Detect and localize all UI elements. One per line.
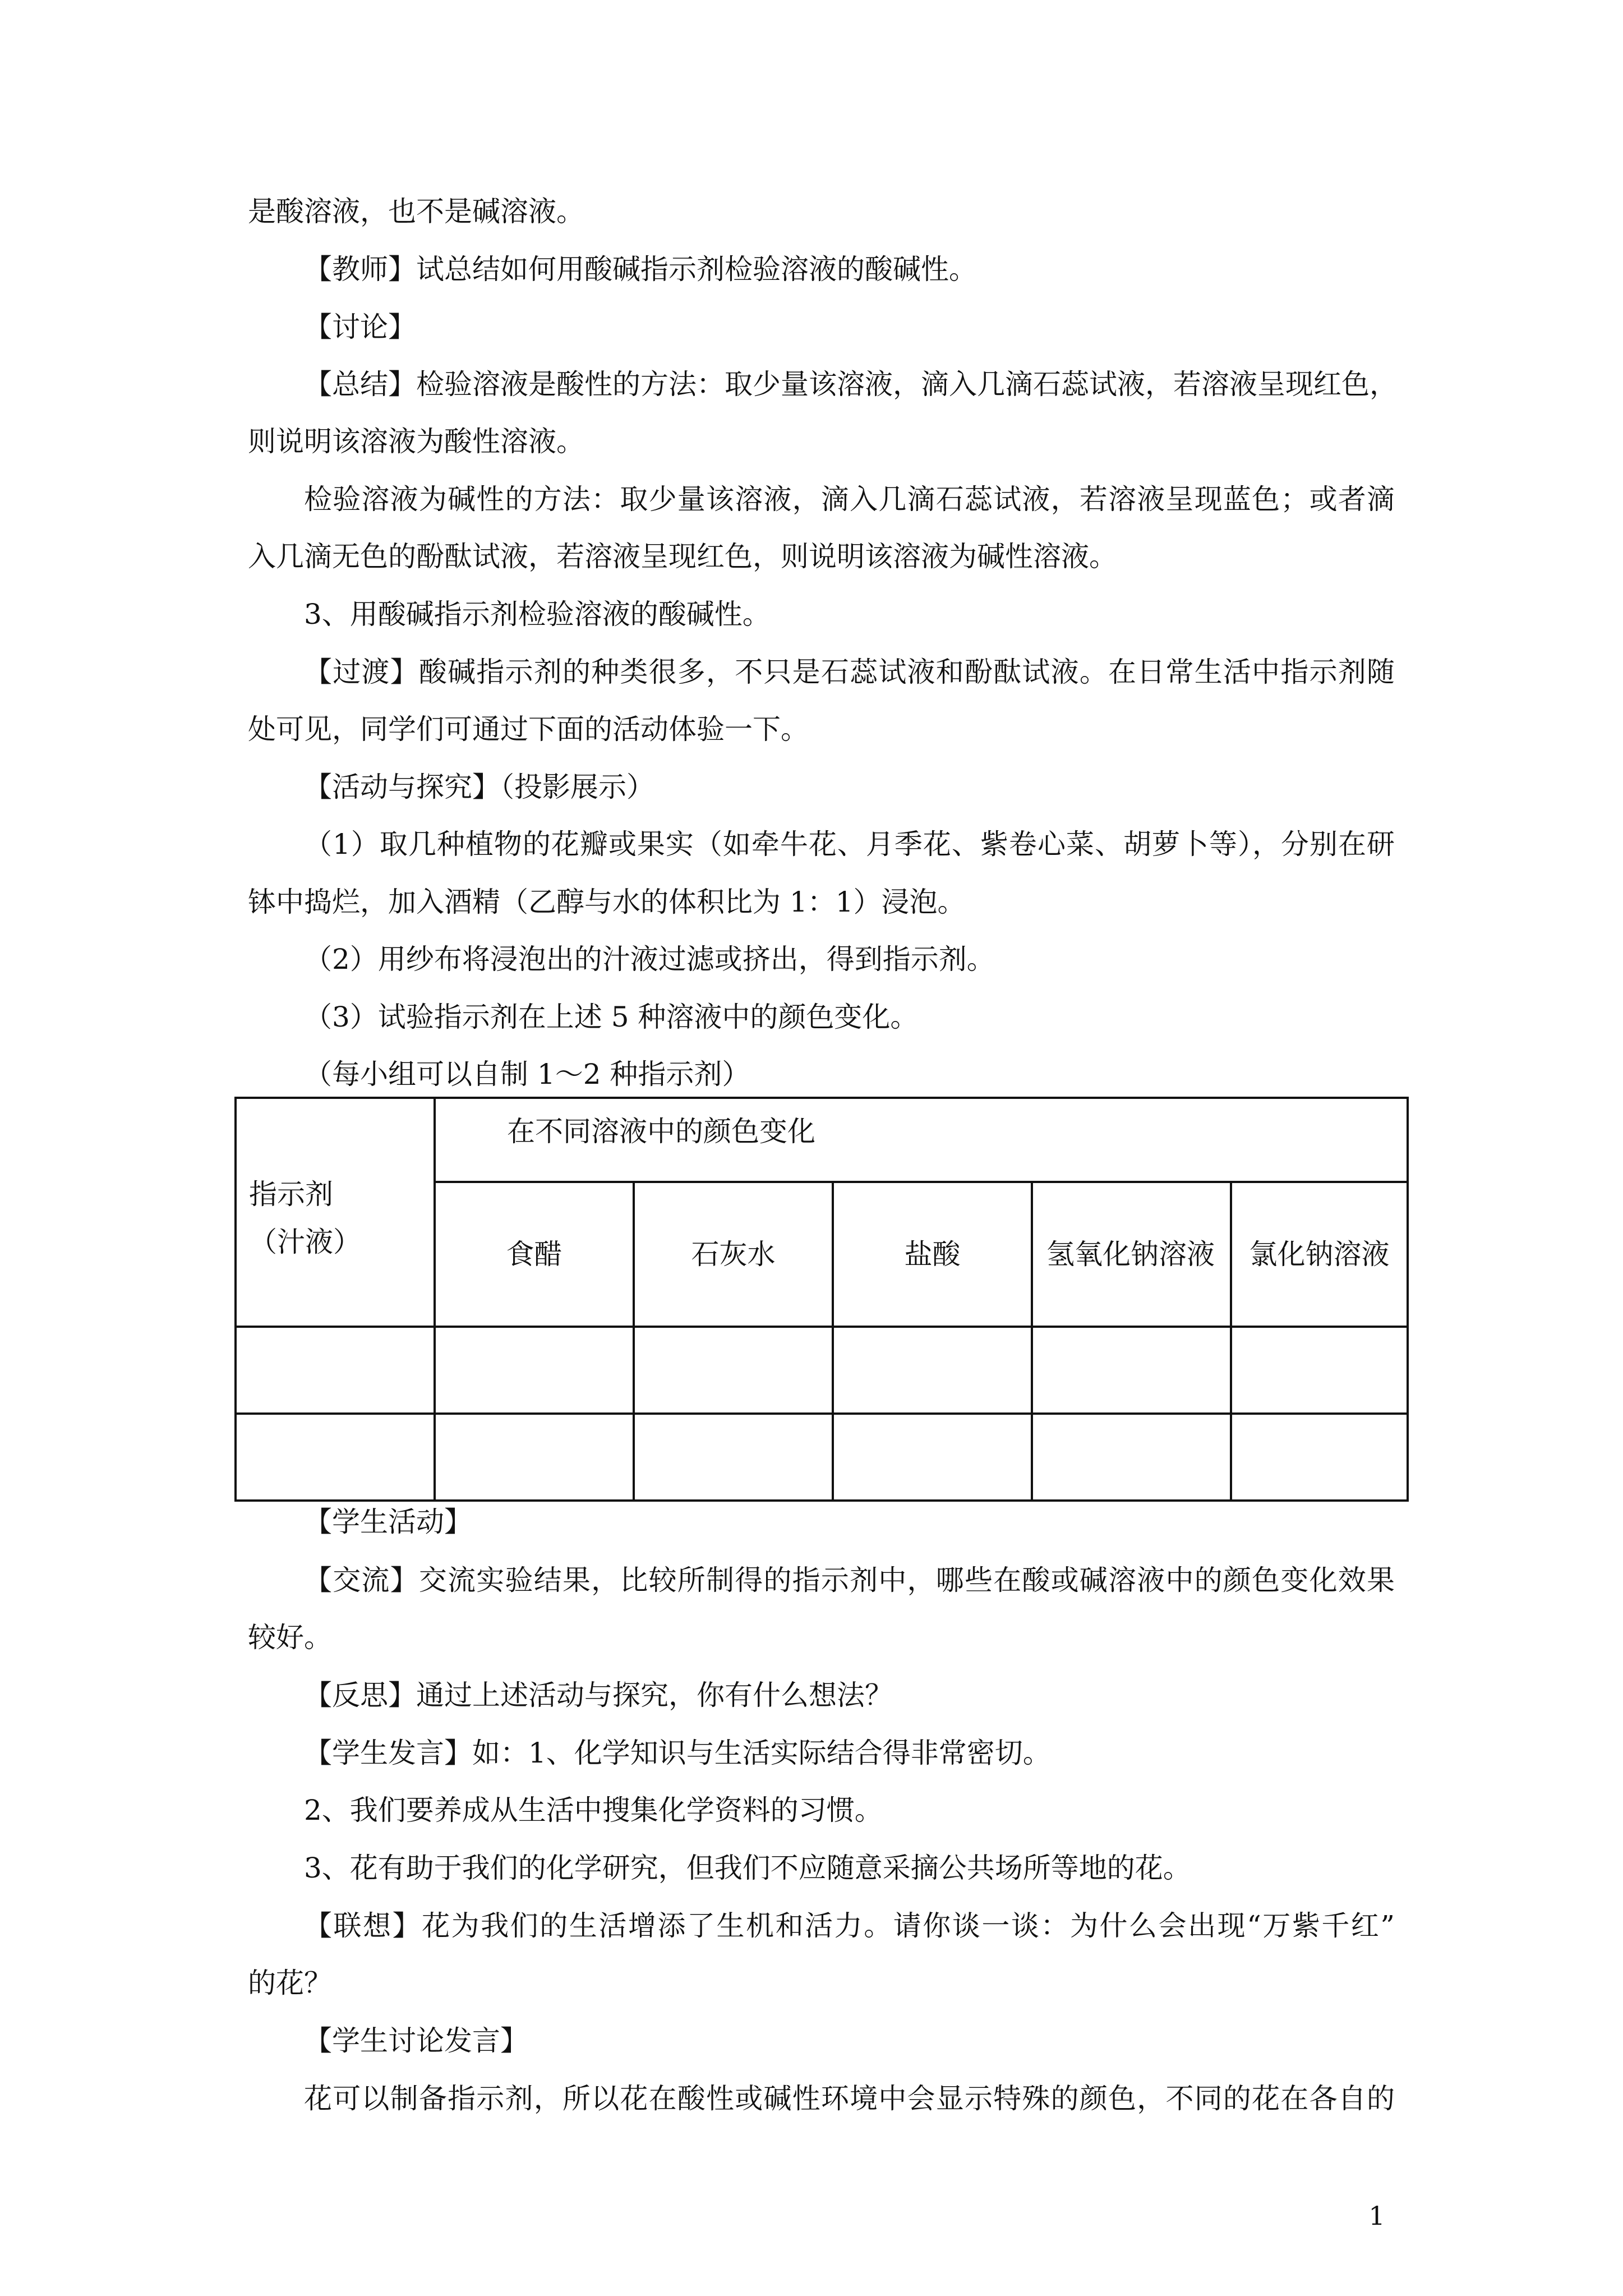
page-number: 1: [1368, 2201, 1385, 2231]
table-cell: [236, 1414, 435, 1501]
table-cell: [1032, 1327, 1231, 1414]
paragraph-line: 【教师】试总结如何用酸碱指示剂检验溶液的酸碱性。: [304, 253, 977, 286]
paragraph-line: （3）试验指示剂在上述 5 种溶液中的颜色变化。: [304, 1001, 919, 1033]
table-cell: [634, 1327, 833, 1414]
paragraph-line: 【总结】检验溶液是酸性的方法：取少量该溶液，滴入几滴石蕊试液，若溶液呈现红色，: [304, 368, 1398, 401]
paragraph-line: 2、我们要养成从生活中搜集化学资料的习惯。: [304, 1794, 883, 1826]
paragraph-line: 的花？: [248, 1967, 332, 1999]
paragraph-line: 【联想】花为我们的生活增添了生机和活力。请你谈一谈：为什么会出现“万紫千红”: [304, 1910, 1395, 1942]
table-cell: [435, 1414, 634, 1501]
paragraph-line: 【反思】通过上述活动与探究，你有什么想法？: [304, 1679, 893, 1711]
table-cell: [1231, 1414, 1408, 1501]
paragraph-line: 则说明该溶液为酸性溶液。: [248, 425, 584, 458]
paragraph-line: 入几滴无色的酚酞试液，若溶液呈现红色，则说明该溶液为碱性溶液。: [248, 540, 1117, 573]
column-header-cell: 石灰水: [634, 1182, 833, 1327]
paragraph-line: （每小组可以自制 1～2 种指示剂）: [304, 1058, 750, 1091]
column-header-cell: 氯化钠溶液: [1231, 1182, 1408, 1327]
paragraph-line: 是酸溶液，也不是碱溶液。: [248, 195, 584, 228]
column-header-cell: 盐酸: [833, 1182, 1032, 1327]
paragraph-line: 【过渡】酸碱指示剂的种类很多，不只是石蕊试液和酚酞试液。在日常生活中指示剂随: [304, 656, 1395, 688]
table-cell: [1231, 1327, 1408, 1414]
table-cell: [236, 1327, 435, 1414]
indicator-header-line: （汁液）: [249, 1225, 361, 1258]
column-header-cell: 氢氧化钠溶液: [1032, 1182, 1231, 1327]
paragraph-line: 检验溶液为碱性的方法：取少量该溶液，滴入几滴石蕊试液，若溶液呈现蓝色；或者滴: [304, 483, 1395, 516]
paragraph-line: 钵中捣烂，加入酒精（乙醇与水的体积比为 1：1）浸泡。: [248, 886, 966, 918]
paragraph-line: 花可以制备指示剂，所以花在酸性或碱性环境中会显示特殊的颜色，不同的花在各自的: [304, 2082, 1395, 2115]
indicator-color-table: [234, 1097, 1409, 1502]
paragraph-line: 较好。: [248, 1621, 332, 1654]
group-header-text: 在不同溶液中的颜色变化: [507, 1115, 815, 1148]
paragraph-line: 【学生发言】如：1、化学知识与生活实际结合得非常密切。: [304, 1737, 1051, 1769]
paragraph-line: 【活动与探究】（投影展示）: [304, 771, 654, 803]
indicator-header-line: 指示剂: [249, 1177, 333, 1211]
paragraph-line: 3、花有助于我们的化学研究，但我们不应随意采摘公共场所等地的花。: [304, 1852, 1191, 1884]
paragraph-line: （2）用纱布将浸泡出的汁液过滤或挤出，得到指示剂。: [304, 943, 995, 976]
indicator-header-cell: [236, 1098, 435, 1327]
paragraph-line: 处可见，同学们可通过下面的活动体验一下。: [248, 713, 809, 746]
paragraph-line: 【交流】交流实验结果，比较所制得的指示剂中，哪些在酸或碱溶液中的颜色变化效果: [304, 1564, 1395, 1596]
paragraph-line: （1）取几种植物的花瓣或果实（如牵牛花、月季花、紫卷心菜、胡萝卜等），分别在研: [304, 828, 1395, 861]
group-header-cell: [435, 1098, 1408, 1182]
paragraph-line: 3、用酸碱指示剂检验溶液的酸碱性。: [304, 598, 771, 631]
table-cell: [833, 1414, 1032, 1501]
paragraph-line: 【学生讨论发言】: [304, 2024, 528, 2057]
table-cell: [634, 1414, 833, 1501]
table-cell: [833, 1327, 1032, 1414]
table-cell: [1032, 1414, 1231, 1501]
paragraph-line: 【学生活动】: [304, 1506, 472, 1538]
paragraph-line: 【讨论】: [304, 311, 416, 343]
column-header-cell: 食醋: [435, 1182, 634, 1327]
table-cell: [435, 1327, 634, 1414]
